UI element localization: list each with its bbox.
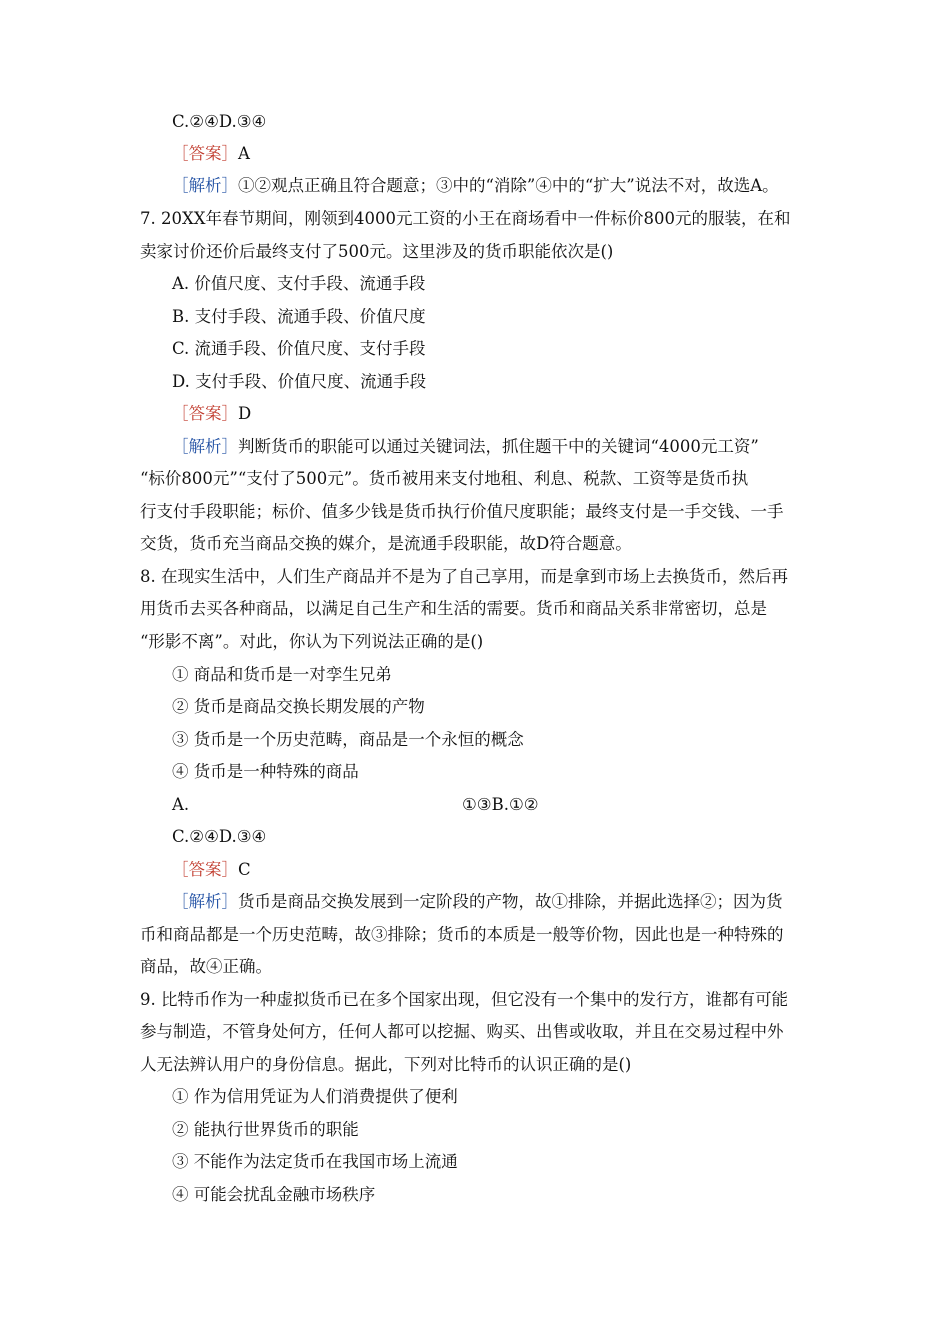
analysis-tag: ［解析］: [172, 176, 238, 195]
q7-stem-line2: 卖家讨价还价后最终支付了500元。这里涉及的货币职能依次是(): [140, 242, 614, 261]
q8-item-1: ① 商品和货币是一对孪生兄弟: [172, 665, 392, 684]
q8-item-2: ② 货币是商品交换长期发展的产物: [172, 697, 425, 716]
q8-option-a-label: A.: [172, 795, 190, 814]
q8-item-4: ④ 货币是一种特殊的商品: [172, 762, 359, 781]
q7-option-d: D. 支付手段、价值尺度、流通手段: [172, 372, 427, 391]
q9-stem-line3: 人无法辨认用户的身份信息。据此，下列对比特币的认识正确的是(): [140, 1055, 632, 1074]
analysis-tag: ［解析］: [172, 892, 238, 911]
q7-analysis-line4: 交货，货币充当商品交换的媒介，是流通手段职能，故D符合题意。: [140, 534, 632, 553]
q9-item-1: ① 作为信用凭证为人们消费提供了便利: [172, 1087, 458, 1106]
q7-analysis-line1: [172, 435, 759, 459]
q8-analysis-line1: [172, 890, 783, 914]
q8-analysis-text1: 货币是商品交换发展到一定阶段的产物，故①排除，并据此选择②；因为货: [238, 892, 783, 911]
q7-analysis-text1: 判断货币的职能可以通过关键词法，抓住题干中的关键词“4000元工资”: [238, 437, 759, 456]
q9-stem-line1: 9. 比特币作为一种虚拟货币已在多个国家出现，但它没有一个集中的发行方，谁都有可能: [140, 990, 788, 1009]
q6-answer: A: [238, 144, 250, 163]
analysis-tag: ［解析］: [172, 437, 238, 456]
q9-stem-line2: 参与制造，不管身处何方，任何人都可以挖掘、购买、出售或收取，并且在交易过程中外: [140, 1022, 784, 1041]
q8-option-a-b: ①③B.①②: [462, 795, 539, 814]
q8-answer-line: [172, 858, 251, 882]
answer-tag: ［答案］: [172, 144, 238, 163]
q9-item-4: ④ 可能会扰乱金融市场秩序: [172, 1185, 376, 1204]
q7-analysis-line3: 行支付手段职能；标价、值多少钱是货币执行价值尺度职能；最终支付是一手交钱、一手: [140, 502, 784, 521]
q8-item-3: ③ 货币是一个历史范畴，商品是一个永恒的概念: [172, 730, 524, 749]
q9-item-3: ③ 不能作为法定货币在我国市场上流通: [172, 1152, 458, 1171]
q8-stem-line2: 用货币去买各种商品，以满足自己生产和生活的需要。货币和商品关系非常密切，总是: [140, 599, 767, 618]
q8-analysis-line3: 商品，故④正确。: [140, 957, 272, 976]
answer-tag: ［答案］: [172, 860, 238, 879]
q8-stem-line1: 8. 在现实生活中，人们生产商品并不是为了自己享用，而是拿到市场上去换货币，然后再: [140, 567, 788, 586]
q7-stem-line1: 7. 20XX年春节期间，刚领到4000元工资的小王在商场看中一件标价800元的服装，在和: [140, 209, 791, 228]
q7-option-c: C. 流通手段、价值尺度、支付手段: [172, 339, 426, 358]
q7-answer: D: [238, 404, 252, 423]
q8-answer: C: [238, 860, 251, 879]
q7-answer-line: [172, 402, 251, 426]
q9-item-2: ② 能执行世界货币的职能: [172, 1120, 359, 1139]
answer-tag: ［答案］: [172, 404, 238, 423]
q7-option-b: B. 支付手段、流通手段、价值尺度: [172, 307, 426, 326]
q7-option-a: A. 价值尺度、支付手段、流通手段: [172, 274, 426, 293]
q8-analysis-line2: 币和商品都是一个历史范畴，故③排除；货币的本质是一般等价物，因此也是一种特殊的: [140, 925, 784, 944]
q8-stem-line3: “形影不离”。对此，你认为下列说法正确的是(): [140, 632, 484, 651]
q6-analysis-line: [172, 174, 779, 198]
q6-analysis: ①②观点正确且符合题意；③中的“消除”④中的“扩大”说法不对，故选A。: [238, 176, 779, 195]
q7-analysis-line2: “标价800元”“支付了500元”。货币被用来支付地租、利息、税款、工资等是货币执: [140, 469, 749, 488]
q6-options-cd: C.②④D.③④: [172, 112, 267, 131]
q6-answer-line: [172, 142, 250, 166]
q8-options-cd: C.②④D.③④: [172, 827, 267, 846]
